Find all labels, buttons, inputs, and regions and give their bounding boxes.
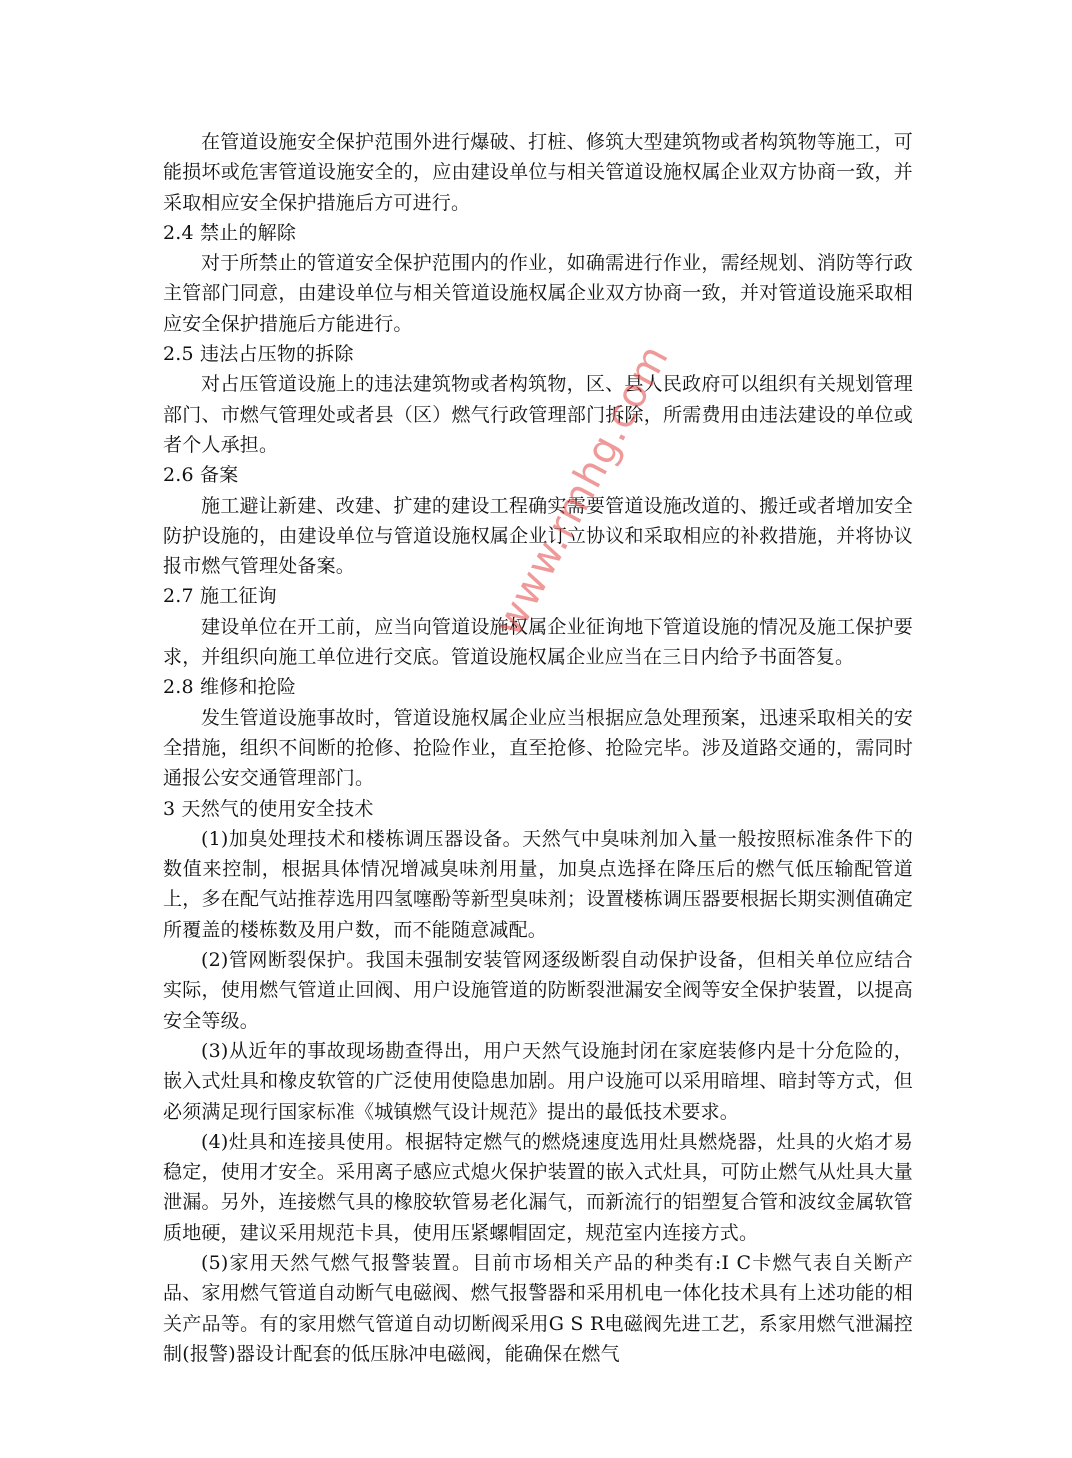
paragraph-odorization: (1)加臭处理技术和楼栋调压器设备。天然气中臭味剂加入量一般按照标准条件下的数值来控制，根据具体情况增减臭味剂用量，加臭点选择在降压后的燃气低压输配管道上，多在配气站推荐选用四氢噻酚等新型臭味剂；设置楼栋调压器要根据长期实测值确定所覆盖的楼栋数及用户数，而不能随意减配。 — [163, 827, 913, 941]
section-heading-3: 3 天然气的使用安全技术 — [163, 797, 374, 820]
paragraph-blasting-construction: 在管道设施安全保护范围外进行爆破、打桩、修筑大型建筑物或者构筑物等施工，可能损坏或危害管道设施安全的，应由建设单位与相关管道设施权属企业双方协商一致，并采取相应安全保护措施后方可进行。 — [163, 131, 913, 214]
paragraph-prohibition-lifting: 对于所禁止的管道安全保护范围内的作业，如确需进行作业，需经规划、消防等行政主管部门同意，由建设单位与相关管道设施权属企业双方协商一致，并对管道设施采取相应安全保护措施后方能进行。 — [163, 252, 913, 335]
document-page — [163, 127, 913, 1369]
paragraph-pipe-break-protection: (2)管网断裂保护。我国未强制安装管网逐级断裂自动保护设备，但相关单位应结合实际，使用燃气管道止回阀、用户设施管道的防断裂泄漏安全阀等安全保护装置，以提高安全等级。 — [163, 949, 913, 1032]
section-heading-2-5: 2.5 违法占压物的拆除 — [163, 343, 354, 366]
section-heading-2-7: 2.7 施工征询 — [163, 585, 277, 608]
paragraph-construction-inquiry: 建设单位在开工前，应当向管道设施权属企业征询地下管道设施的情况及施工保护要求，并组织向施工单位进行交底。管道设施权属企业应当在三日内给予书面答复。 — [163, 615, 913, 669]
section-heading-2-8: 2.8 维修和抢险 — [163, 676, 297, 699]
paragraph-illegal-structure-removal: 对占压管道设施上的违法建筑物或者构筑物，区、县人民政府可以组织有关规划管理部门、市燃气管理处或者县（区）燃气行政管理部门拆除，所需费用由违法建设的单位或者个人承担。 — [163, 373, 913, 456]
section-heading-2-4: 2.4 禁止的解除 — [163, 221, 297, 244]
paragraph-accident-survey: (3)从近年的事故现场勘查得出，用户天然气设施封闭在家庭装修内是十分危险的，嵌入式灶具和橡皮软管的广泛使用使隐患加剧。用户设施可以采用暗埋、暗封等方式，但必须满足现行国家标准《城镇燃气设计规范》提出的最低技术要求。 — [163, 1039, 913, 1123]
paragraph-stove-connectors: (4)灶具和连接具使用。根据特定燃气的燃烧速度选用灶具燃烧器，灶具的火焰才易稳定，使用才安全。采用离子感应式熄火保护装置的嵌入式灶具，可防止燃气从灶具大量泄漏。另外，连接燃气具的橡胶软管易老化漏气，而新流行的铝塑复合管和波纹金属软管质地硬，建议采用规范卡具，使用压紧螺帽固定，规范室内连接方式。 — [163, 1130, 913, 1244]
watermark-text: www.rmhg.com — [486, 337, 679, 644]
section-heading-2-6: 2.6 备案 — [163, 464, 239, 487]
paragraph-filing: 施工避让新建、改建、扩建的建设工程确实需要管道设施改道的、搬迁或者增加安全防护设施的，由建设单位与管道设施权属企业订立协议和采取相应的补救措施，并将协议报市燃气管理处备案。 — [163, 494, 913, 578]
paragraph-repair-emergency: 发生管道设施事故时，管道设施权属企业应当根据应急处理预案，迅速采取相关的安全措施，组织不间断的抢修、抢险作业，直至抢修、抢险完毕。涉及道路交通的，需同时通报公安交通管理部门。 — [163, 706, 913, 790]
paragraph-gas-alarm: (5)家用天然气燃气报警装置。目前市场相关产品的种类有:I C卡燃气表自关断产品、家用燃气管道自动断气电磁阀、燃气报警器和采用机电一体化技术具有上述功能的相关产品等。有的家用燃气管道自动切断阀采用G S R电磁阀先进工艺，系家用燃气泄漏控制(报警)器设计配套的低压脉冲电磁阀，能确保在燃气 — [163, 1251, 913, 1365]
